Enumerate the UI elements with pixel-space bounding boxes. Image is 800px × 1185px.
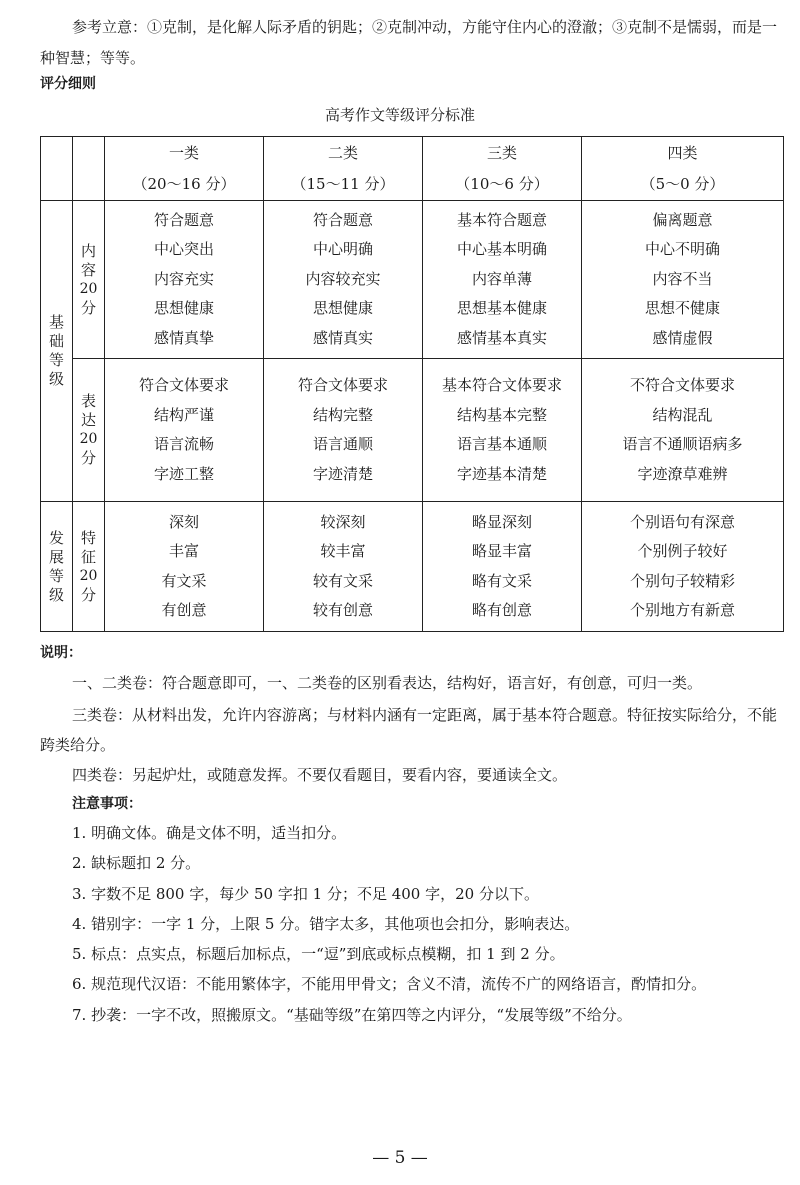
- table-cell: 个别语句有深意 个别例子较好 个别句子较精彩 个别地方有新意: [582, 502, 784, 632]
- table-cell: 偏离题意 中心不明确 内容不当 思想不健康 感情虚假: [582, 201, 784, 359]
- table-row-express: [41, 359, 784, 502]
- note-paragraph: 三类卷：从材料出发，允许内容游离；与材料内涵有一定距离，属于基本符合题意。特征按实际给分，不能跨类给分。: [40, 706, 778, 754]
- attention-list: [72, 818, 782, 1030]
- list-item: 6. 规范现代汉语：不能用繁体字，不能用甲骨文；含义不清，流传不广的网络语言，酌情扣分。: [72, 975, 707, 994]
- group-develop-label: 发展等级: [41, 502, 73, 632]
- subgroup-express-label: 表达 20 分: [73, 359, 105, 502]
- table-row-content: [41, 201, 784, 359]
- page-number: — 5 —: [372, 1148, 428, 1168]
- table-cell: 符合题意 中心明确 内容较充实 思想健康 感情真实: [264, 201, 423, 359]
- section-heading: 评分细则: [40, 76, 96, 92]
- column-header: 一类 （20～16 分）: [105, 137, 264, 201]
- attention-heading: 注意事项：: [72, 796, 142, 812]
- column-header: 二类 （15～11 分）: [264, 137, 423, 201]
- corner-cell: [41, 137, 73, 201]
- column-header: 四类 （5～0 分）: [582, 137, 784, 201]
- note-paragraph: 一、二类卷：符合题意即可，一、二类卷的区别看表达，结构好，语言好，有创意，可归一类。: [72, 674, 703, 692]
- list-item: 3. 字数不足 800 字，每少 50 字扣 1 分；不足 400 字，20 分以下。: [72, 884, 539, 903]
- corner-cell: [73, 137, 105, 201]
- table-title: 高考作文等级评分标准: [324, 106, 475, 124]
- list-item: 7. 抄袭：一字不改，照搬原文。“基础等级”在第四等之内评分，“发展等级”不给分。: [72, 1005, 632, 1024]
- table-cell: 符合文体要求 结构完整 语言通顺 字迹清楚: [264, 359, 423, 502]
- notes-heading: 说明：: [40, 645, 82, 661]
- subgroup-feature-label: 特征 20 分: [73, 502, 105, 632]
- list-item: 1. 明确文体。确是文体不明，适当扣分。: [72, 824, 347, 842]
- table-cell: 符合文体要求 结构严谨 语言流畅 字迹工整: [105, 359, 264, 502]
- table-cell: 略显深刻 略显丰富 略有文采 略有创意: [423, 502, 582, 632]
- intro-paragraph: 参考立意：①克制，是化解人际矛盾的钥匙；②克制冲动，方能守住内心的澄澈；③克制不是懦弱，而是一种智慧；等等。: [40, 18, 778, 67]
- subgroup-content-label: 内容 20 分: [73, 201, 105, 359]
- table-cell: 深刻 丰富 有文采 有创意: [105, 502, 264, 632]
- table-header-row: [41, 137, 784, 201]
- list-item: 2. 缺标题扣 2 分。: [72, 854, 201, 873]
- table-row-develop: [41, 502, 784, 632]
- table-cell: 基本符合文体要求 结构基本完整 语言基本通顺 字迹基本清楚: [423, 359, 582, 502]
- table-cell: 符合题意 中心突出 内容充实 思想健康 感情真挚: [105, 201, 264, 359]
- group-basic-label: 基础等级: [41, 201, 73, 502]
- table-cell: 基本符合题意 中心基本明确 内容单薄 思想基本健康 感情基本真实: [423, 201, 582, 359]
- list-item: 4. 错别字：一字 1 分，上限 5 分。错字太多，其他项也会扣分，影响表达。: [72, 914, 580, 933]
- note-paragraph: 四类卷：另起炉灶，或随意发挥。不要仅看题目，要看内容，要通读全文。: [72, 766, 568, 784]
- list-item: 5. 标点：点实点，标题后加标点，一“逗”到底或标点模糊，扣 1 到 2 分。: [72, 945, 565, 964]
- table-cell: 不符合文体要求 结构混乱 语言不通顺语病多 字迹潦草难辨: [582, 359, 784, 502]
- table-cell: 较深刻 较丰富 较有文采 较有创意: [264, 502, 423, 632]
- grading-table: [40, 136, 784, 632]
- column-header: 三类 （10～6 分）: [423, 137, 582, 201]
